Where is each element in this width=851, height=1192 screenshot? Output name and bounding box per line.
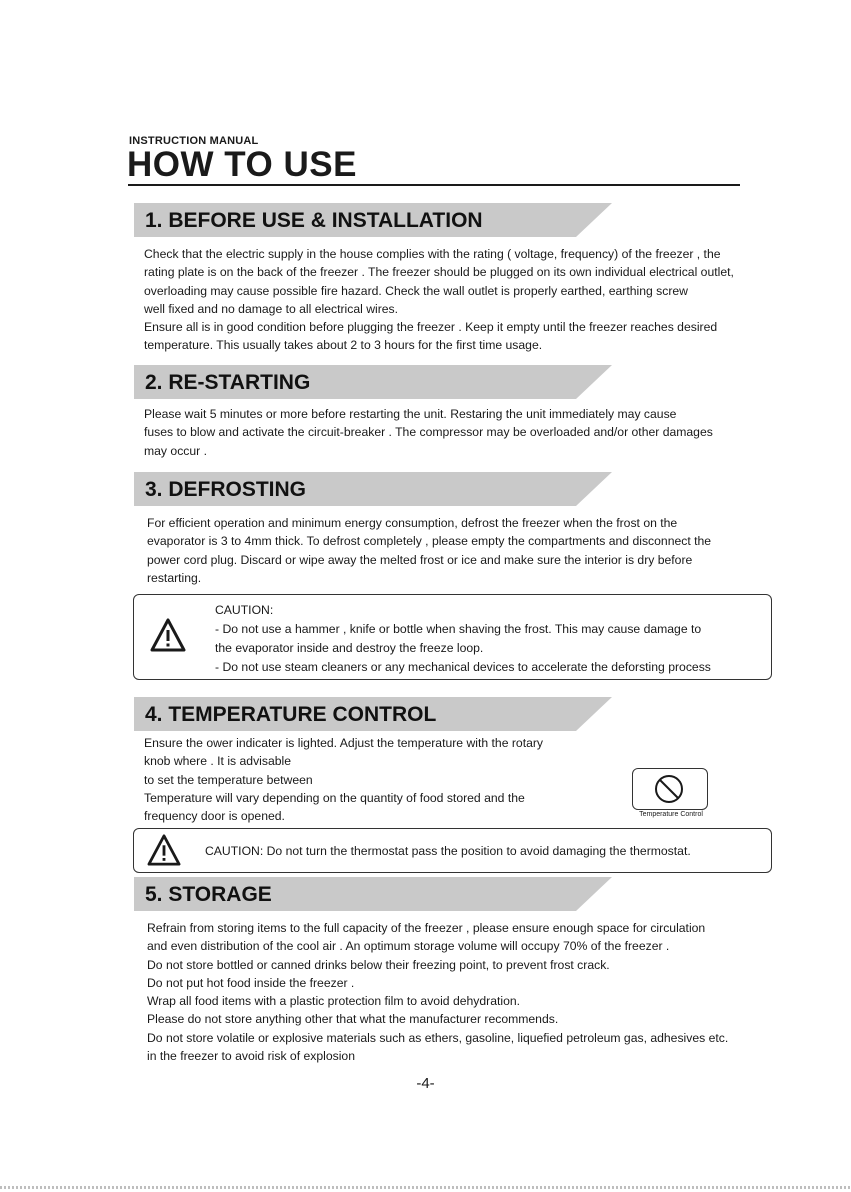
body-line: Do not store volatile or explosive materials such as ethers, gasoline, liquefied petroleum gas, adhesives etc. bbox=[147, 1030, 729, 1045]
body-line: well fixed and no damage to all electrical wires. bbox=[144, 301, 399, 316]
body-line: power cord plug. Discard or wipe away the melted frost or ice and make sure the interior is dry before bbox=[147, 552, 693, 567]
warning-triangle-icon bbox=[150, 618, 186, 652]
title-rule bbox=[128, 184, 740, 186]
body-line: fuses to blow and activate the circuit-breaker . The compressor may be overloaded and/or other damages bbox=[144, 425, 713, 440]
body-line: evaporator is 3 to 4mm thick. To defrost completely , please empty the compartments and disconnect the bbox=[147, 534, 712, 549]
manual-label: INSTRUCTION MANUAL bbox=[129, 135, 259, 147]
section-5-body bbox=[147, 919, 728, 1065]
prohibition-circle-icon bbox=[653, 773, 685, 805]
body-line: Ensure all is in good condition before plugging the freezer . Keep it empty until the freezer reaches desired bbox=[144, 320, 718, 335]
page-number: -4- bbox=[416, 1075, 435, 1092]
body-line: For efficient operation and minimum energy consumption, defrost the freezer when the frost on the bbox=[147, 516, 678, 530]
body-line: Please wait 5 minutes or more before restarting the unit. Restaring the unit immediately may cause bbox=[144, 407, 677, 421]
body-line: rating plate is on the back of the freezer . The freezer should be plugged on its own individual electrical outlet, bbox=[144, 265, 734, 280]
body-line: knob where . It is advisable bbox=[144, 754, 292, 769]
body-line: Wrap all food items with a plastic protection film to avoid dehydration. bbox=[147, 994, 521, 1009]
section-3-body bbox=[147, 514, 711, 587]
section-4-heading: 4. TEMPERATURE CONTROL bbox=[145, 703, 437, 726]
body-line: Ensure the ower indicater is lighted. Adjust the temperature with the rotary bbox=[144, 736, 544, 750]
body-line: overloading may cause possible fire hazard. Check the wall outlet is properly earthed, earthing screw bbox=[144, 283, 688, 298]
caution-line: CAUTION: bbox=[215, 603, 274, 617]
body-line: Refrain from storing items to the full capacity of the freezer , please ensure enough space for circulation bbox=[147, 921, 706, 935]
section-3-heading: 3. DEFROSTING bbox=[145, 478, 307, 501]
body-line: Temperature will vary depending on the quantity of food stored and the bbox=[144, 790, 525, 805]
caution-line: - Do not use steam cleaners or any mechanical devices to accelerate the deforsting process bbox=[215, 660, 711, 674]
body-line: restarting. bbox=[147, 570, 202, 585]
body-line: may occur . bbox=[144, 443, 207, 458]
defrost-caution-text bbox=[215, 601, 711, 677]
body-line: Please do not store anything other that what the manufacturer recommends. bbox=[147, 1012, 559, 1027]
body-line: in the freezer to avoid risk of explosion bbox=[147, 1049, 355, 1064]
section-2-heading: 2. RE-STARTING bbox=[145, 371, 311, 394]
section-1-body bbox=[144, 245, 734, 355]
scan-edge bbox=[0, 1186, 851, 1189]
body-line: frequency door is opened. bbox=[144, 809, 285, 824]
body-line: Do not put hot food inside the freezer . bbox=[147, 975, 355, 990]
warning-triangle-icon bbox=[147, 834, 181, 866]
temperature-control-label: Temperature Control bbox=[639, 811, 703, 818]
caution-line: the evaporator inside and destroy the freeze loop. bbox=[215, 641, 484, 655]
section-2-body bbox=[144, 405, 713, 460]
body-line: temperature. This usually takes about 2 to 3 hours for the first time usage. bbox=[144, 338, 543, 353]
body-line: and even distribution of the cool air . An optimum storage volume will occupy 70% of the freezer . bbox=[147, 939, 670, 954]
page-title: HOW TO USE bbox=[127, 145, 357, 184]
section-1-heading: 1. BEFORE USE & INSTALLATION bbox=[145, 209, 483, 232]
body-line: Check that the electric supply in the house complies with the rating ( voltage, frequency) of the freezer , the bbox=[144, 247, 721, 261]
section-5-heading: 5. STORAGE bbox=[145, 883, 272, 906]
body-line: Do not store bottled or canned drinks below their freezing point, to prevent frost crack. bbox=[147, 957, 610, 972]
thermostat-caution-text: CAUTION: Do not turn the thermostat pass the position to avoid damaging the thermostat. bbox=[205, 844, 691, 858]
section-4-body bbox=[144, 734, 543, 825]
body-line: to set the temperature between bbox=[144, 772, 313, 787]
caution-line: - Do not use a hammer , knife or bottle when shaving the frost. This may cause damage to bbox=[215, 622, 702, 636]
